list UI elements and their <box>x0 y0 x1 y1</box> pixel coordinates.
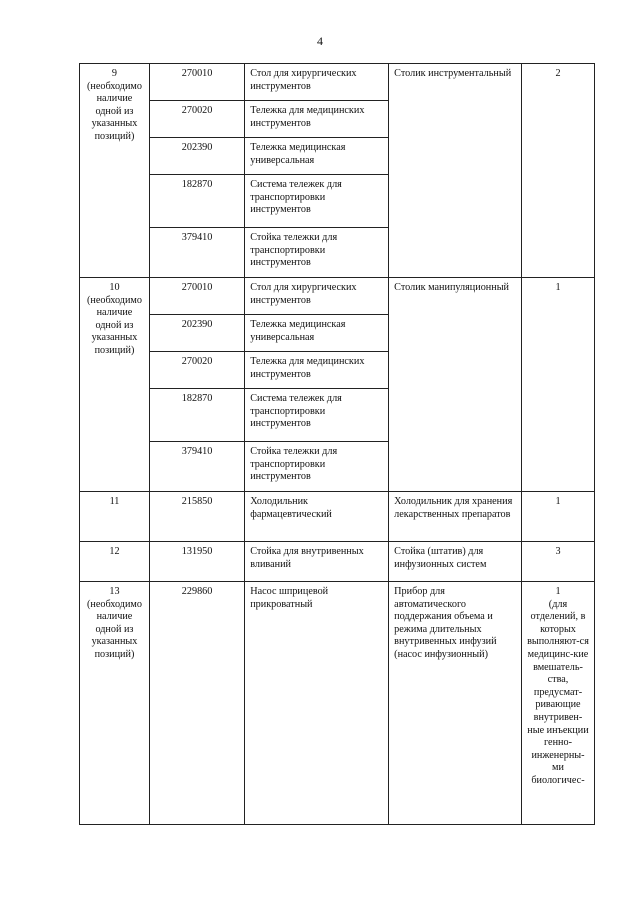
quantity-cell <box>521 64 594 278</box>
equipment-name: Столик манипуляционный <box>389 278 522 492</box>
item-code: 215850 <box>149 492 244 542</box>
equipment-table <box>79 63 595 825</box>
table-row <box>80 542 595 582</box>
item-name: Система тележек для транспортировки инструментов <box>245 389 389 442</box>
row-number: 11 <box>109 496 120 507</box>
row-number: 9 <box>111 68 118 79</box>
row-number-cell <box>80 278 150 492</box>
equipment-name: Стойка (штатив) для инфузионных систем <box>389 542 522 582</box>
item-code: 270010 <box>149 64 244 101</box>
row-number-cell <box>80 64 150 278</box>
row-condition: (необходимо наличие одной из указанных позиций) <box>87 80 142 142</box>
item-code: 202390 <box>149 138 244 175</box>
item-name: Тележка медицинская универсальная <box>245 315 389 352</box>
table-row <box>80 64 595 101</box>
row-number: 12 <box>109 546 120 557</box>
row-condition: (необходимо наличие одной из указанных позиций) <box>87 598 142 660</box>
quantity-cell <box>521 278 594 492</box>
item-code: 379410 <box>149 442 244 492</box>
row-number-cell <box>80 542 150 582</box>
item-name: Насос шприцевой прикроватный <box>245 582 389 825</box>
equipment-name: Столик инструментальный <box>389 64 522 278</box>
equipment-name: Холодильник для хранения лекарственных препаратов <box>389 492 522 542</box>
item-name: Стол для хирургических инструментов <box>245 278 389 315</box>
table-row <box>80 492 595 542</box>
item-code: 270010 <box>149 278 244 315</box>
item-name: Стол для хирургических инструментов <box>245 64 389 101</box>
item-code: 270020 <box>149 352 244 389</box>
item-code: 202390 <box>149 315 244 352</box>
quantity-note: (для отделений, в которых выполняют-ся медицинс-кие вмешатель-ства, предусмат-ривающие внутривен-ные инъекции генно-инженерны-ми биологичес- <box>527 598 589 786</box>
item-code: 131950 <box>149 542 244 582</box>
quantity: 2 <box>555 68 561 79</box>
quantity: 1 <box>555 282 561 293</box>
quantity: 1 <box>555 496 561 507</box>
item-name: Тележка для медицинских инструментов <box>245 101 389 138</box>
row-number: 13 <box>109 586 120 597</box>
row-number: 10 <box>109 282 120 293</box>
row-number-cell <box>80 582 150 825</box>
item-code: 379410 <box>149 228 244 278</box>
row-condition: (необходимо наличие одной из указанных позиций) <box>87 294 142 356</box>
table-row <box>80 278 595 315</box>
item-name: Стойка для внутривенных вливаний <box>245 542 389 582</box>
item-name: Тележка для медицинских инструментов <box>245 352 389 389</box>
item-code: 270020 <box>149 101 244 138</box>
item-code: 182870 <box>149 389 244 442</box>
item-name: Холодильник фармацевтический <box>245 492 389 542</box>
equipment-name: Прибор для автоматического поддержания объема и режима длительных внутривенных инфузий (насос инфузионный) <box>389 582 522 825</box>
quantity: 3 <box>555 546 561 557</box>
quantity-cell <box>521 492 594 542</box>
page-number: 4 <box>317 34 323 48</box>
item-name: Тележка медицинская универсальная <box>245 138 389 175</box>
item-code: 229860 <box>149 582 244 825</box>
item-code: 182870 <box>149 175 244 228</box>
quantity: 1 <box>555 586 561 597</box>
quantity-cell <box>521 542 594 582</box>
table-row <box>80 582 595 825</box>
row-number-cell <box>80 492 150 542</box>
item-name: Стойка тележки для транспортировки инструментов <box>245 442 389 492</box>
quantity-cell <box>521 582 594 825</box>
item-name: Стойка тележки для транспортировки инструментов <box>245 228 389 278</box>
item-name: Система тележек для транспортировки инструментов <box>245 175 389 228</box>
